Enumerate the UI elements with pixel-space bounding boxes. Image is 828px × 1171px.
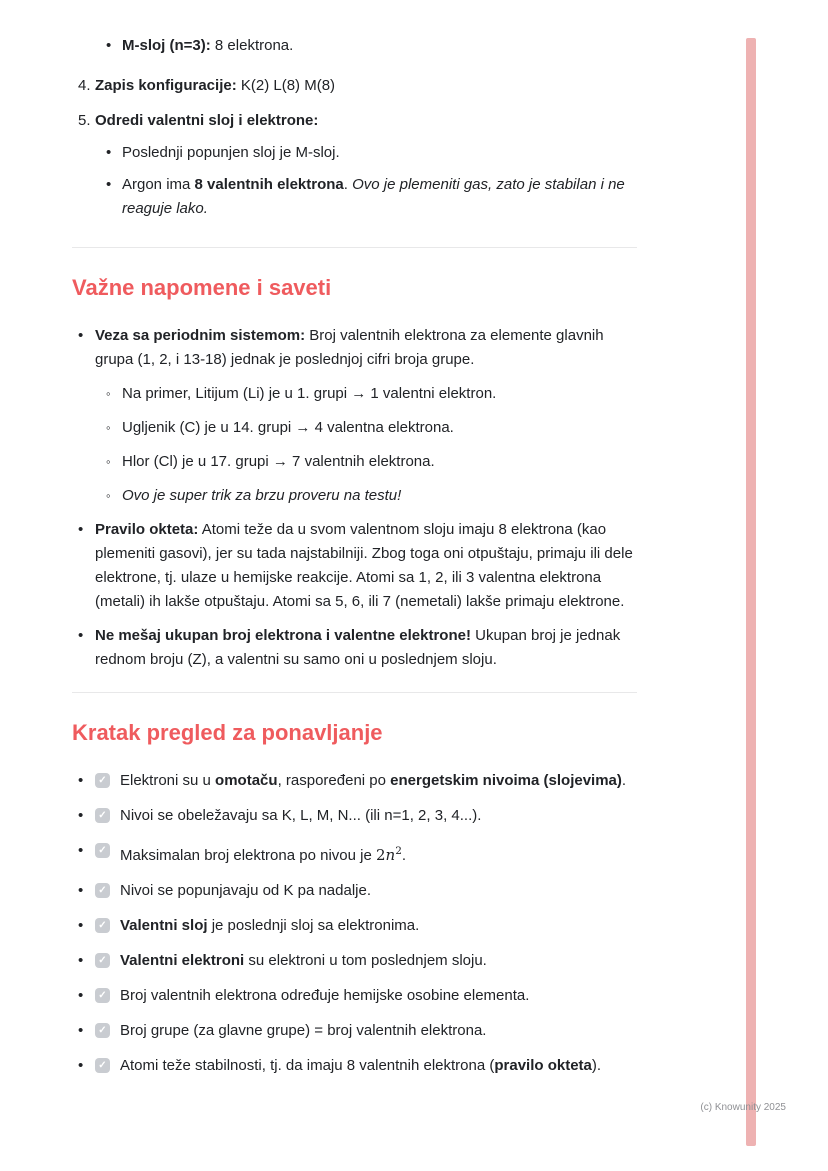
circle-bullet-icon: ◦ [106,488,111,503]
checkbox-checked-icon [95,953,110,968]
bullet-icon: • [78,327,84,344]
list-item-text: Poslednji popunjen sloj je M-sloj. [122,144,340,161]
checkbox-checked-icon [95,808,110,823]
bullet-icon: • [78,842,84,859]
bullet-icon: • [106,37,112,54]
checkbox-checked-icon [95,883,110,898]
list-item-text: Odredi valentni sloj i elektrone: [95,112,319,129]
bullet-icon: • [78,772,84,789]
bullet-icon: • [106,144,112,161]
list-item-poslednji-sloj [72,141,637,165]
checklist-item-text: Elektroni su u omotaču, raspoređeni po energetskim nivoima (slojevima). [120,772,627,789]
checklist-item [72,1019,637,1043]
bullet-icon: • [78,917,84,934]
numbered-item-4 [72,74,637,98]
bullet-icon: • [78,882,84,899]
list-item-text: M-sloj (n=3): 8 elektrona. [122,37,294,54]
circle-bullet-icon: ◦ [106,454,111,469]
list-item-text: Na primer, Litijum (Li) je u 1. grupi → 1 valentni elektron. [122,385,497,402]
checklist-item-text: Atomi teže stabilnosti, tj. da imaju 8 valentnih elektrona (pravilo okteta). [120,1057,602,1074]
checkmark-icon: ✓ [98,919,107,931]
list-item-hlor [72,450,637,474]
list-item-ne-mesaj [72,624,637,672]
checklist-item [72,949,637,973]
item-number: 5. [78,112,91,129]
bullet-icon: • [78,1022,84,1039]
checkmark-icon: ✓ [98,1059,107,1071]
checklist-item [72,1054,637,1078]
item-number: 4. [78,77,91,94]
bullet-icon: • [78,952,84,969]
checklist-item [72,839,637,868]
list-item-ugljenik [72,416,637,440]
section-heading-review: Kratak pregled za ponavljanje [72,720,383,745]
checklist-item-text: Broj grupe (za glavne grupe) = broj valentnih elektrona. [120,1022,487,1039]
checkmark-icon: ✓ [98,844,107,856]
bullet-icon: • [78,627,84,644]
checkmark-icon: ✓ [98,809,107,821]
bullet-icon: • [78,987,84,1004]
section-divider [72,247,637,248]
list-item-text: Argon ima 8 valentnih elektrona. Ovo je plemeniti gas, zato je stabilan i ne reaguje lako. [122,176,625,217]
list-item-text: Ne mešaj ukupan broj elektrona i valentne elektrone! Ukupan broj je jednak rednom broju (Z), a valentni su samo oni u poslednjem sloju. [95,627,621,668]
list-item-argon [72,173,637,221]
list-item-litijum [72,382,637,406]
checkmark-icon: ✓ [98,774,107,786]
copyright-watermark: (c) Knowunity 2025 [700,1102,786,1113]
list-item-text: Pravilo okteta: Atomi teže da u svom valentnom sloju imaju 8 elektrona (kao plemeniti gasovi), jer su tada najstabilniji. Zbog toga oni otpuštaju, primaju ili dele elektrone, tj. ulaze u hemijske reakcije. Atomi sa 1, 2, ili 3 valentna elektrona (metali) ih lakše otpuštaju. Atomi sa 5, 6, ili 7 (nemetali) lakše primaju elektrone. [95,521,633,610]
checkbox-checked-icon [95,843,110,858]
checklist-item-text: Nivoi se obeležavaju sa K, L, M, N... (ili n=1, 2, 3, 4...). [120,807,482,824]
checkmark-icon: ✓ [98,1024,107,1036]
checkbox-checked-icon [95,918,110,933]
list-item-m-sloj [72,34,637,58]
checklist-item-text: Maksimalan broj elektrona po nivou je $2n^2$. [120,845,407,864]
section-heading-notes: Važne napomene i saveti [72,275,332,300]
checkmark-icon: ✓ [98,884,107,896]
list-item-periodni-sistem [72,324,637,372]
bullet-icon: • [78,521,84,538]
list-item-text: Ovo je super trik za brzu proveru na testu! [122,487,402,504]
circle-bullet-icon: ◦ [106,386,111,401]
list-item-text: Hlor (Cl) je u 17. grupi → 7 valentnih elektrona. [122,453,435,470]
bullet-icon: • [78,807,84,824]
checklist-item-text: Nivoi se popunjavaju od K pa nadalje. [120,882,372,899]
page-edge-accent-bar [746,38,756,1146]
bullet-icon: • [106,176,112,193]
checkbox-checked-icon [95,1058,110,1073]
list-item-text: Veza sa periodnim sistemom: Broj valentnih elektrona za elemente glavnih grupa (1, 2, i 13-18) jednak je poslednjoj cifri broja grupe. [95,327,604,368]
numbered-item-5 [72,109,637,133]
circle-bullet-icon: ◦ [106,420,111,435]
checkbox-checked-icon [95,1023,110,1038]
checklist-item [72,984,637,1008]
bullet-icon: • [78,1057,84,1074]
list-item-pravilo-okteta [72,518,637,614]
list-item-trik [72,484,637,508]
checkmark-icon: ✓ [98,989,107,1001]
checkmark-icon: ✓ [98,954,107,966]
list-item-text: Ugljenik (C) je u 14. grupi → 4 valentna elektrona. [122,419,454,436]
checklist-item-text: Valentni elektroni su elektroni u tom poslednjem sloju. [120,952,487,969]
list-item-text: Zapis konfiguracije: K(2) L(8) M(8) [95,77,336,94]
checklist-item-text: Valentni sloj je poslednji sloj sa elektronima. [120,917,420,934]
checklist-item [72,914,637,938]
section-divider [72,692,637,693]
checklist-item [72,804,637,828]
checklist-item [72,879,637,903]
document-content [72,34,637,1089]
checklist-item [72,769,637,793]
checklist-item-text: Broj valentnih elektrona određuje hemijske osobine elementa. [120,987,530,1004]
checkbox-checked-icon [95,773,110,788]
checkbox-checked-icon [95,988,110,1003]
